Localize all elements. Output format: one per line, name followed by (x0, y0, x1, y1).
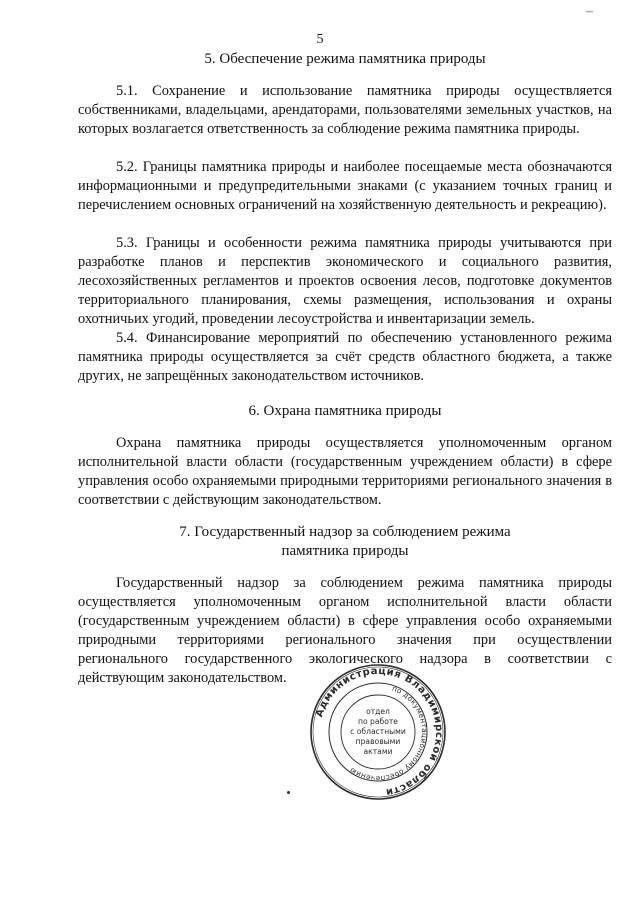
stamp-center-line-2: по работе (358, 717, 398, 726)
page-number: 5 (316, 32, 324, 47)
paragraph-5-4: 5.4. Финансирование мероприятий по обеспечению установленного режима памятника природы осуществляется за счёт средств областного бюджета, а также других, не запрещённых законодательством источников. (78, 330, 612, 384)
stamp-center-line-3: с областными (350, 727, 406, 736)
section-7-heading-line-1: 7. Государственный надзор за соблюдением режима (179, 524, 511, 540)
paragraph-5-1: 5.1. Сохранение и использование памятника природы осуществляется собственниками, владельцами, арендаторами, пользователями земельных участков, на которых возлагается ответственность за соблюдение режима памятника природы. (78, 83, 612, 137)
section-6-heading: 6. Охрана памятника природы (248, 403, 442, 419)
corner-mark: – (586, 4, 593, 19)
section-5-heading: 5. Обеспечение режима памятника природы (204, 51, 486, 67)
official-stamp (309, 663, 447, 801)
stamp-center-line-4: правовыми (355, 737, 401, 746)
stray-dot (287, 791, 290, 794)
section-7-heading-line-2: памятника природы (281, 543, 409, 559)
stamp-outer-text: Администрация Владимирской области (314, 665, 445, 798)
stamp-inner-ring-text: по документационному обеспечению (347, 683, 430, 784)
paragraph-6: Охрана памятника природы осуществляется уполномоченным органом исполнительной власти области (государственным учреждением области) в сфере управления особо охраняемыми природными территориями регионального значения в соответствии с действующим законодательством. (78, 435, 612, 508)
paragraph-5-2: 5.2. Границы памятника природы и наиболее посещаемые места обозначаются информационными и предупредительными знаками (с указанием точных границ и перечислением основных ограничений на хозяйственную деятельность и рекреацию). (78, 159, 612, 213)
paragraph-7: Государственный надзор за соблюдением режима памятника природы осуществляется уполномоченным органом исполнительной власти области (государственным учреждением области) в сфере управления особо охраняемыми природными территориями регионального значения при осуществлении регионального государственного экологического надзора в соответствии с действующим законодательством. (78, 575, 612, 686)
stamp-center-line-5: актами (363, 747, 393, 756)
section-7-heading (78, 523, 612, 561)
paragraph-5-3: 5.3. Границы и особенности режима памятника природы учитываются при разработке планов и перспектив экономического и социального развития, лесохозяйственных регламентов и проектов освоения лесов, подготовке документов территориального планирования, схемы размещения, использования и охраны охотничьих угодий, проведении лесоустройства и инвентаризации земель. (78, 235, 612, 327)
stamp-center-line-1: отдел (366, 707, 390, 716)
